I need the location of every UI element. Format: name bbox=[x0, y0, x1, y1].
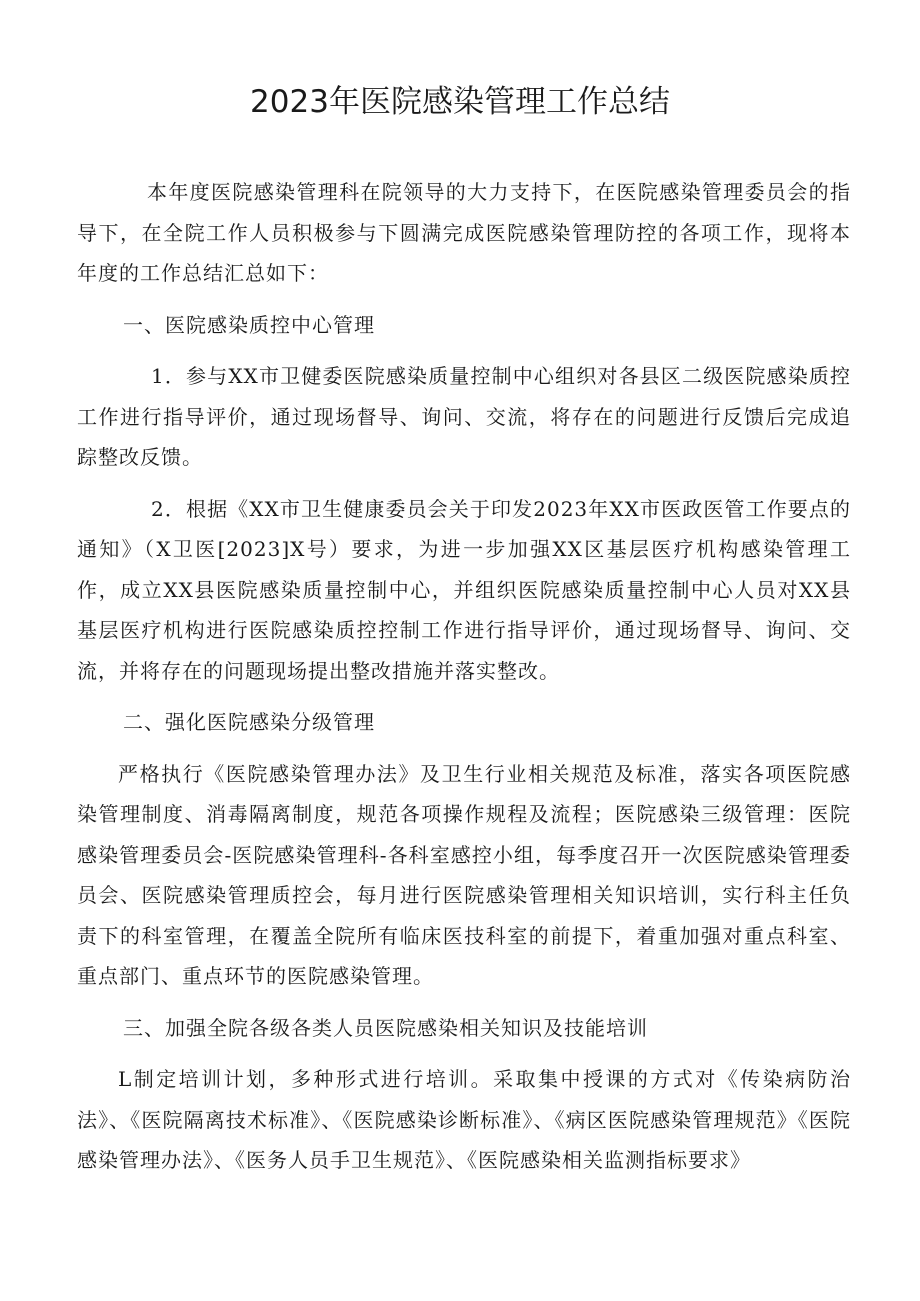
section-heading-1: 一、医院感染质控中心管理 bbox=[123, 312, 375, 337]
document-body bbox=[77, 172, 851, 1181]
section-1-paragraph-2: 2．根据《XX市卫生健康委员会关于印发2023年XX市医政医管工作要点的通知》（X卫医[2023]X号）要求，为进一步加强XX区基层医疗机构感染管理工作，成立XX县医院感染质量控制中心，并组织医院感染质量控制中心人员对XX县基层医疗机构进行医院感染质控控制工作进行指导评价，通过现场督导、询问、交流，并将存在的问题现场提出整改措施并落实整改。 bbox=[77, 496, 851, 683]
page-title: 2023年医院感染管理工作总结 bbox=[250, 84, 670, 120]
section-3-paragraph-1: L制定培训计划，多种形式进行培训。采取集中授课的方式对《传染病防治法》、《医院隔离技术标准》、《医院感染诊断标准》、《病区医院感染管理规范》《医院感染管理办法》、《医务人员手卫生规范》、《医院感染相关监测指标要求》 bbox=[77, 1067, 851, 1172]
section-1-paragraph-1: 1．参与XX市卫健委医院感染质量控制中心组织对各县区二级医院感染质控工作进行指导评价，通过现场督导、询问、交流，将存在的问题进行反馈后完成追踪整改反馈。 bbox=[77, 364, 851, 469]
section-2-paragraph-1: 严格执行《医院感染管理办法》及卫生行业相关规范及标准，落实各项医院感染管理制度、消毒隔离制度，规范各项操作规程及流程；医院感染三级管理：医院感染管理委员会-医院感染管理科-各科室感控小组，每季度召开一次医院感染管理委员会、医院感染管理质控会，每月进行医院感染管理相关知识培训，实行科主任负责下的科室管理，在覆盖全院所有临床医技科室的前提下，着重加强对重点科室、重点部门、重点环节的医院感染管理。 bbox=[77, 761, 851, 988]
section-heading-3: 三、加强全院各级各类人员医院感染相关知识及技能培训 bbox=[123, 1015, 648, 1040]
section-heading-2: 二、强化医院感染分级管理 bbox=[123, 710, 375, 734]
intro-paragraph: 本年度医院感染管理科在院领导的大力支持下，在医院感染管理委员会的指导下，在全院工作人员积极参与下圆满完成医院感染管理防控的各项工作，现将本年度的工作总结汇总如下： bbox=[77, 180, 851, 285]
